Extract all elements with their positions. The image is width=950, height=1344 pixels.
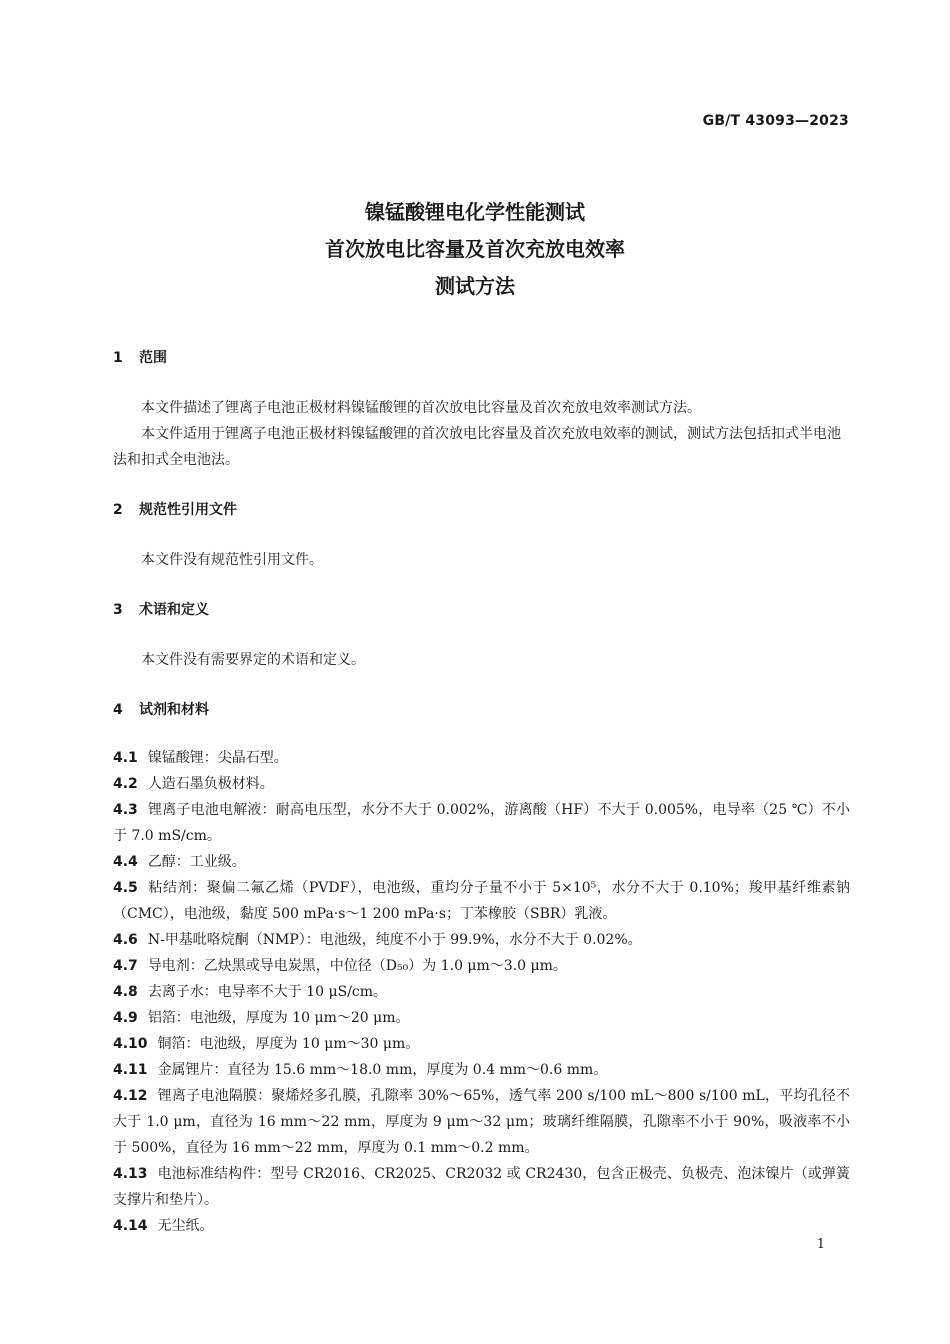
- document-body: [113, 345, 850, 1239]
- section-title: 规范性引用文件: [139, 502, 237, 518]
- clause-number: 4.3: [113, 802, 138, 818]
- section-heading-reagents-materials: [113, 697, 850, 723]
- clause-number: 4.1: [113, 750, 138, 766]
- clause-item: [113, 953, 850, 979]
- clause-text: 去离子水：电导率不大于 10 μS/cm。: [147, 984, 388, 1000]
- clause-number: 4.7: [113, 958, 138, 974]
- clause-number: 4.12: [113, 1088, 148, 1104]
- clause-number: 4.13: [113, 1166, 148, 1182]
- paragraph: 本文件没有规范性引用文件。: [141, 552, 323, 568]
- clause-text: 粘结剂：聚偏二氟乙烯（PVDF），电池级，重均分子量不小于 5×10⁵，水分不大于 0.10%；羧甲基纤维素钠（CMC），电池级，黏度 500 mPa·s～1 200 mPa·s；丁苯橡胶（SBR）乳液。: [113, 880, 850, 922]
- title-line: 镍锰酸锂电化学性能测试: [365, 200, 585, 224]
- clause-item: [113, 1057, 850, 1083]
- section-heading-scope: [113, 345, 850, 371]
- clause-number: 4.9: [113, 1010, 138, 1026]
- clause-list: [113, 745, 850, 1239]
- clause-item: [113, 849, 850, 875]
- section-number: 4: [113, 702, 123, 718]
- clause-text: 锂离子电池隔膜：聚烯烃多孔膜，孔隙率 30%～65%，透气率 200 s/100 mL～800 s/100 mL，平均孔径不大于 1.0 μm，直径为 16 mm～22 mm，厚度为 9 μm～32 μm；玻璃纤维隔膜，孔隙率不小于 90%，吸液率不小于 500%，直径为 16 mm～22 mm，厚度为 0.1 mm～0.2 mm。: [113, 1088, 850, 1156]
- section-number: 1: [113, 350, 123, 366]
- title-line: 首次放电比容量及首次充放电效率: [325, 237, 625, 261]
- clause-number: 4.8: [113, 984, 138, 1000]
- clause-item: [113, 745, 850, 771]
- section-heading-terms-definitions: [113, 597, 850, 623]
- clause-item: [113, 1213, 850, 1239]
- section-title: 术语和定义: [139, 602, 209, 618]
- clause-text: 无尘纸。: [157, 1218, 214, 1234]
- clause-number: 4.2: [113, 776, 138, 792]
- clause-number: 4.6: [113, 932, 138, 948]
- paragraph: 本文件描述了锂离子电池正极材料镍锰酸锂的首次放电比容量及首次充放电效率测试方法。: [141, 400, 701, 416]
- section-title: 试剂和材料: [139, 702, 209, 718]
- clause-text: 电池标准结构件：型号 CR2016、CR2025、CR2032 或 CR2430，包含正极壳、负极壳、泡沫镍片（或弹簧支撑片和垫片）。: [113, 1166, 850, 1208]
- clause-text: 人造石墨负极材料。: [147, 776, 274, 792]
- clause-number: 4.10: [113, 1036, 148, 1052]
- paragraph: 本文件没有需要界定的术语和定义。: [141, 652, 365, 668]
- section-heading-normative-references: [113, 497, 850, 523]
- clause-item: [113, 1031, 850, 1057]
- clause-text: N-甲基吡咯烷酮（NMP）：电池级，纯度不小于 99.9%，水分不大于 0.02%。: [147, 932, 642, 948]
- clause-text: 锂离子电池电解液：耐高电压型，水分不大于 0.002%，游离酸（HF）不大于 0.005%，电导率（25 ℃）不小于 7.0 mS/cm。: [113, 802, 850, 844]
- section-number: 3: [113, 602, 123, 618]
- clause-text: 乙醇：工业级。: [147, 854, 246, 870]
- title-line: 测试方法: [435, 274, 515, 298]
- clause-item: [113, 1005, 850, 1031]
- paragraph: 本文件适用于锂离子电池正极材料镍锰酸锂的首次放电比容量及首次充放电效率的测试，测试方法包括扣式半电池法和扣式全电池法。: [113, 426, 841, 468]
- clause-item: [113, 771, 850, 797]
- clause-number: 4.14: [113, 1218, 148, 1234]
- clause-number: 4.4: [113, 854, 138, 870]
- clause-number: 4.11: [113, 1062, 148, 1078]
- clause-text: 导电剂：乙炔黑或导电炭黑，中位径（D₅₀）为 1.0 μm～3.0 μm。: [147, 958, 567, 974]
- clause-item: [113, 797, 850, 849]
- clause-item: [113, 1083, 850, 1161]
- clause-text: 铝箔：电池级，厚度为 10 μm～20 μm。: [147, 1010, 410, 1026]
- clause-item: [113, 1161, 850, 1213]
- section-title: 范围: [139, 350, 167, 366]
- clause-text: 镍锰酸锂：尖晶石型。: [147, 750, 288, 766]
- clause-text: 金属锂片：直径为 15.6 mm～18.0 mm，厚度为 0.4 mm～0.6 mm。: [157, 1062, 608, 1078]
- document-title: [0, 194, 950, 305]
- page-number: 1: [816, 1237, 825, 1252]
- clause-number: 4.5: [113, 880, 138, 896]
- clause-text: 铜箔：电池级，厚度为 10 μm～30 μm。: [157, 1036, 420, 1052]
- section-number: 2: [113, 502, 123, 518]
- standard-number: GB/T 43093—2023: [702, 113, 849, 129]
- clause-item: [113, 979, 850, 1005]
- clause-item: [113, 927, 850, 953]
- clause-item: [113, 875, 850, 927]
